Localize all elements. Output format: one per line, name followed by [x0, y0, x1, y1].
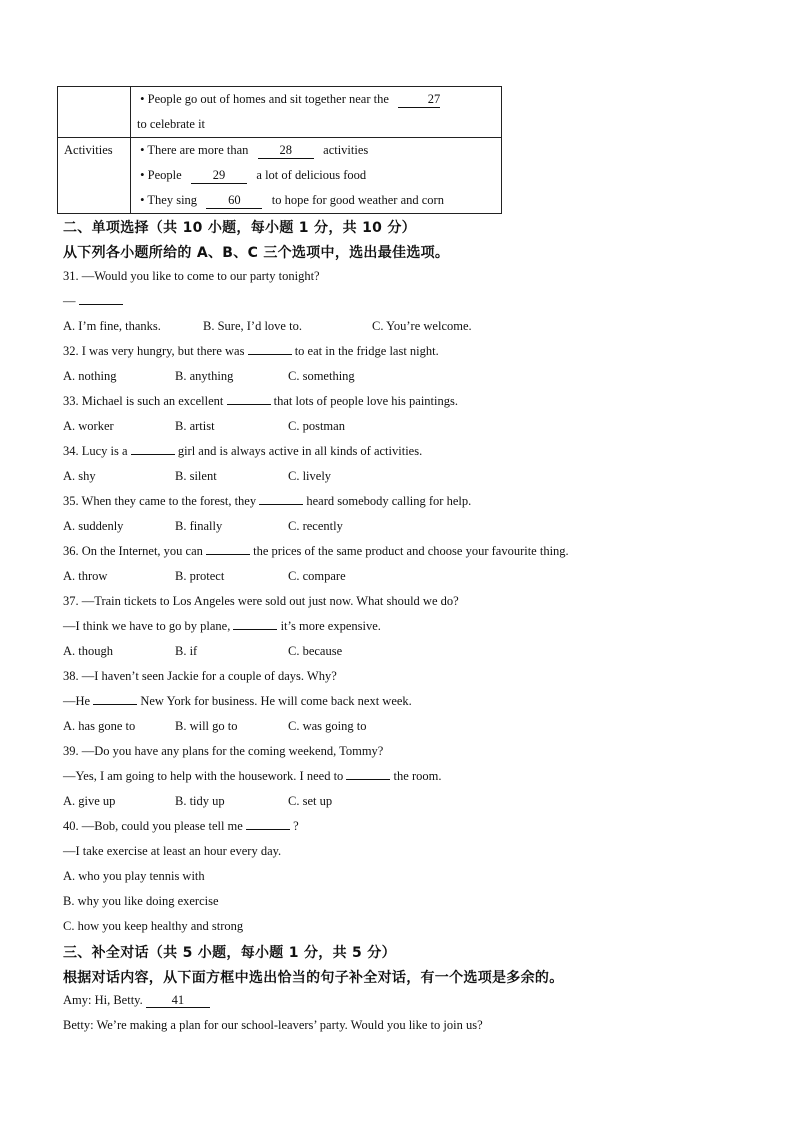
answer-blank [79, 292, 123, 305]
festival-info-table [57, 86, 502, 214]
question-text: —He [63, 694, 91, 708]
question-38-line [63, 692, 412, 710]
question-text: — [63, 294, 76, 308]
answer-blank [259, 492, 303, 505]
option-c: C. was going to [288, 719, 367, 733]
option-a: A. suddenly [63, 519, 124, 533]
activity-item-text: to hope for good weather and corn [271, 193, 444, 207]
question-text: 40. —Bob, could you please tell me [63, 819, 243, 833]
option-a: A. who you play tennis with [63, 869, 205, 883]
blank-28: 28 [258, 143, 314, 159]
question-31-line [63, 292, 123, 310]
option-a: A. nothing [63, 369, 117, 383]
question-text: girl and is always active in all kinds of activities. [177, 444, 423, 458]
question-39-line [63, 767, 441, 785]
question-text: 33. Michael is such an excellent [63, 394, 224, 408]
question-text: 35. When they came to the forest, they [63, 494, 257, 508]
blank-29: 29 [191, 168, 247, 184]
table-content-cell [131, 87, 502, 138]
question-39-line [63, 742, 383, 760]
question-32-line [63, 342, 439, 360]
question-36-line [63, 542, 569, 560]
question-text: 34. Lucy is a [63, 444, 128, 458]
option-c: C. set up [288, 794, 333, 808]
question-37-line [63, 592, 459, 610]
option-a: A. worker [63, 419, 114, 433]
section-2-instruction: 从下列各小题所给的 A、B、C 三个选项中，选出最佳选项。 [63, 245, 450, 261]
question-34-line [63, 442, 422, 460]
answer-blank [131, 442, 175, 455]
row1-text: • People go out of homes and sit together near the [140, 92, 389, 106]
question-text: 37. —Train tickets to Los Angeles were sold out just now. What should we do? [63, 594, 459, 608]
question-35-line [63, 492, 471, 510]
section-2-title: 二、单项选择（共 10 小题，每小题 1 分，共 10 分） [63, 220, 416, 236]
option-b: B. anything [175, 369, 234, 383]
question-text: ? [293, 819, 299, 833]
blank-27: 27 [398, 92, 440, 108]
dialogue-line [63, 991, 210, 1009]
question-text: the prices of the same product and choose your favourite thing. [253, 544, 569, 558]
question-31-line [63, 267, 320, 285]
answer-blank [93, 692, 137, 705]
option-a: A. shy [63, 469, 96, 483]
section-3-title: 三、补全对话（共 5 小题，每小题 1 分，共 5 分） [63, 945, 396, 961]
question-text: 38. —I haven’t seen Jackie for a couple of days. Why? [63, 669, 337, 683]
question-text: that lots of people love his paintings. [273, 394, 458, 408]
answer-blank [233, 617, 277, 630]
answer-blank [227, 392, 271, 405]
question-37-line [63, 617, 381, 635]
row1-text-2: to celebrate it [137, 117, 206, 131]
table-row [58, 87, 502, 138]
table-label-cell [58, 87, 131, 138]
option-c: C. You’re welcome. [372, 319, 472, 333]
option-b: B. artist [175, 419, 215, 433]
option-c: C. how you keep healthy and strong [63, 919, 244, 933]
activity-item-text: • There are more than [140, 143, 249, 157]
question-text: —Yes, I am going to help with the housework. I need to [63, 769, 344, 783]
question-text: —I think we have to go by plane, [63, 619, 231, 633]
question-text: 36. On the Internet, you can [63, 544, 203, 558]
option-b: B. silent [175, 469, 217, 483]
answer-blank [248, 342, 292, 355]
answer-blank [206, 542, 250, 555]
option-a: A. I’m fine, thanks. [63, 319, 161, 333]
table-row [58, 138, 502, 214]
option-b: B. protect [175, 569, 225, 583]
activity-item-text: • They sing [140, 193, 198, 207]
blank-41: 41 [146, 994, 210, 1008]
option-a: A. give up [63, 794, 116, 808]
section-3-instruction: 根据对话内容，从下面方框中选出恰当的句子补全对话，有一个选项是多余的。 [63, 970, 564, 986]
answer-blank [246, 817, 290, 830]
question-40-line [63, 842, 281, 860]
option-b: B. will go to [175, 719, 238, 733]
option-c: C. recently [288, 519, 343, 533]
option-a: A. throw [63, 569, 108, 583]
question-40-line [63, 817, 299, 835]
option-c: C. postman [288, 419, 345, 433]
question-text: the room. [393, 769, 442, 783]
question-38-line [63, 667, 337, 685]
question-text: heard somebody calling for help. [306, 494, 472, 508]
option-b: B. if [175, 644, 198, 658]
option-c: C. something [288, 369, 355, 383]
dialogue-text: Amy: Hi, Betty. [63, 993, 143, 1007]
option-c: C. lively [288, 469, 332, 483]
option-a: A. though [63, 644, 113, 658]
question-text: it’s more expensive. [280, 619, 381, 633]
question-33-line [63, 392, 458, 410]
question-text: to eat in the fridge last night. [294, 344, 439, 358]
dialogue-line: Betty: We’re making a plan for our school-leavers’ party. Would you like to join us? [63, 1018, 483, 1032]
answer-blank [346, 767, 390, 780]
option-c: C. because [288, 644, 343, 658]
blank-30: 60 [206, 193, 262, 209]
question-text: 39. —Do you have any plans for the coming weekend, Tommy? [63, 744, 384, 758]
question-text: 31. —Would you like to come to our party tonight? [63, 269, 320, 283]
question-text: —I take exercise at least an hour every day. [63, 844, 282, 858]
question-text: New York for business. He will come back next week. [140, 694, 412, 708]
option-b: B. finally [175, 519, 223, 533]
option-b: B. tidy up [175, 794, 225, 808]
activity-item-text: a lot of delicious food [256, 168, 367, 182]
activity-item-text: • People [140, 168, 182, 182]
question-text: 32. I was very hungry, but there was [63, 344, 245, 358]
activity-item-text: activities [323, 143, 369, 157]
table-label-cell: Activities [58, 138, 131, 214]
option-c: C. compare [288, 569, 346, 583]
option-a: A. has gone to [63, 719, 136, 733]
option-b: B. Sure, I’d love to. [203, 319, 302, 333]
option-b: B. why you like doing exercise [63, 894, 219, 908]
table-content-cell [131, 138, 502, 214]
